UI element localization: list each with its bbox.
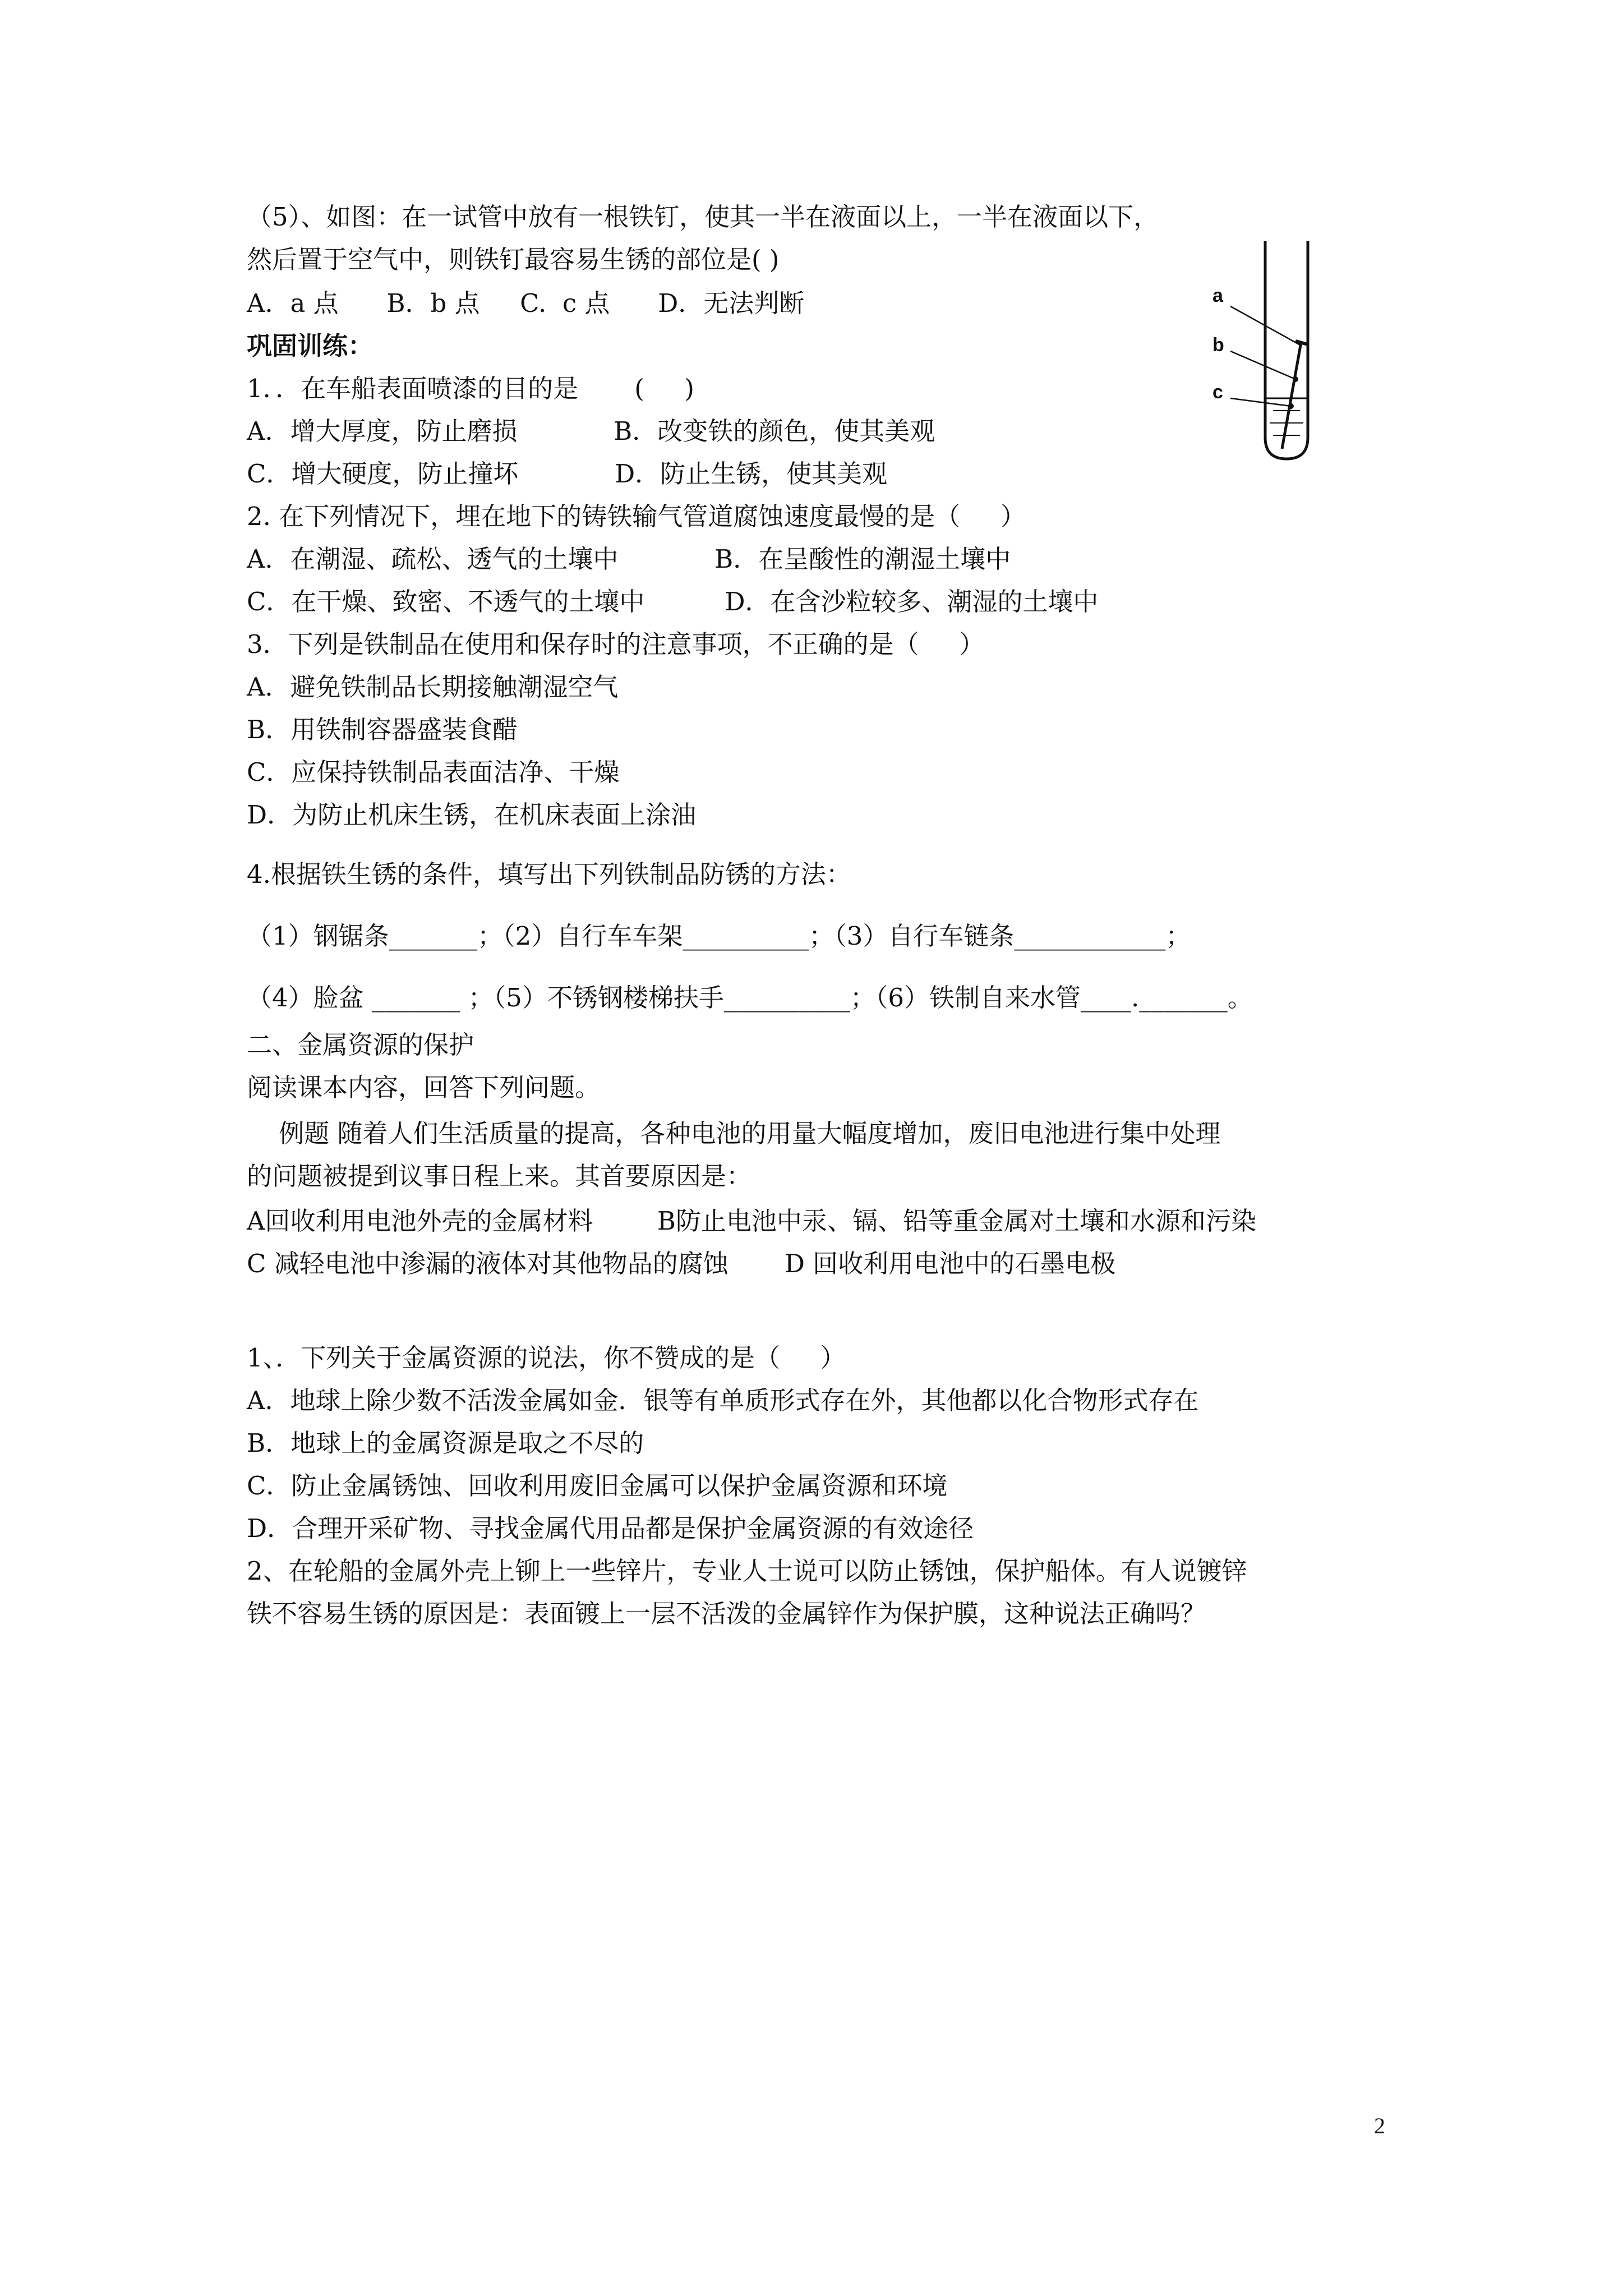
r2-line1: 2、在轮船的金属外壳上铆上一些锌片，专业人士说可以防止锈蚀，保护船体。有人说镀锌 [247, 1556, 1247, 1586]
pointer-b [1230, 351, 1295, 379]
c1-ab: A．增大厚度，防止磨损 B．改变铁的颜色，使其美观 [247, 416, 935, 446]
r1-a: A．地球上除少数不活泼金属如金．银等有单质形式存在外，其他都以化合物形式存在 [247, 1386, 1199, 1415]
read-instruction: 阅读课本内容，回答下列问题。 [247, 1073, 601, 1102]
figure-label-a: a [1212, 285, 1223, 306]
iron-nail [1282, 342, 1301, 449]
c3-stem: 3．下列是铁制品在使用和保存时的注意事项，不正确的是（ ） [247, 629, 985, 659]
example-ab: A回收利用电池外壳的金属材料 B防止电池中汞、镉、铅等重金属对土壤和水源和污染 [247, 1206, 1257, 1236]
figure-label-b: b [1212, 334, 1224, 356]
c1-stem: 1．．在车船表面喷漆的目的是 ( ) [247, 374, 694, 403]
section-2: 二、金属资源的保护 [247, 1030, 474, 1060]
page-number: 2 [1374, 2113, 1385, 2138]
pointer-c [1230, 398, 1291, 406]
c2-stem: 2. 在下列情况下，埋在地下的铸铁输气管道腐蚀速度最慢的是（ ） [247, 501, 1026, 531]
c2-cd: C．在干燥、致密、不透气的土壤中 D．在含沙粒较多、潮湿的土壤中 [247, 587, 1099, 616]
example-line2: 的问题被提到议事日程上来。其首要原因是： [247, 1161, 752, 1191]
example-line1: 例题 随着人们生活质量的提高，各种电池的用量大幅度增加，废旧电池进行集中处理 [247, 1119, 1221, 1148]
q5-options: A．a 点 B．b 点 C. c 点 D．无法判断 [247, 288, 805, 318]
point-c-dot [1288, 403, 1294, 409]
point-b-dot [1293, 376, 1298, 382]
q5-line2: 然后置于空气中，则铁钉最容易生锈的部位是( ) [247, 245, 780, 274]
r1-b: B．地球上的金属资源是取之不尽的 [247, 1428, 644, 1458]
c1-cd: C．增大硬度，防止撞坏 D．防止生锈，使其美观 [247, 459, 888, 489]
r2-line2: 铁不容易生锈的原因是：表面镀上一层不活泼的金属锌作为保护膜，这种说法正确吗？ [247, 1599, 1206, 1628]
c4-fill2: （4）脸盆 _______ ；（5）不锈钢楼梯扶手__________；（6）铁制自来水管____._______。 [247, 983, 1253, 1013]
c2-ab: A．在潮湿、疏松、透气的土壤中 B．在呈酸性的潮湿土壤中 [247, 544, 1011, 574]
example-cd: C 减轻电池中渗漏的液体对其他物品的腐蚀 D 回收利用电池中的石墨电极 [247, 1249, 1116, 1278]
c3-a: A．避免铁制品长期接触潮湿空气 [247, 672, 619, 702]
r1-d: D．合理开采矿物、寻找金属代用品都是保护金属资源的有效途径 [247, 1513, 974, 1543]
c4-fill1: （1）钢锯条_______；（2）自行车车架__________；（3）自行车链条____________； [247, 921, 1191, 951]
c3-c: C．应保持铁制品表面洁净、干燥 [247, 757, 620, 787]
test-tube-figure [1211, 236, 1357, 471]
r1-stem: 1、．下列关于金属资源的说法，你不赞成的是（ ） [247, 1343, 846, 1373]
r1-c: C．防止金属锈蚀、回收利用废旧金属可以保护金属资源和环境 [247, 1471, 948, 1501]
figure-label-c: c [1212, 381, 1223, 403]
c4-stem: 4.根据铁生锈的条件，填写出下列铁制品防锈的方法： [247, 859, 851, 889]
c3-d: D．为防止机床生锈，在机床表面上涂油 [247, 800, 697, 830]
c3-b: B．用铁制容器盛装食醋 [247, 715, 518, 744]
section-consolidation: 巩固训练： [247, 331, 374, 361]
q5-line1: （5）、如图：在一试管中放有一根铁钉，使其一半在液面以上，一半在液面以下， [247, 202, 1159, 232]
